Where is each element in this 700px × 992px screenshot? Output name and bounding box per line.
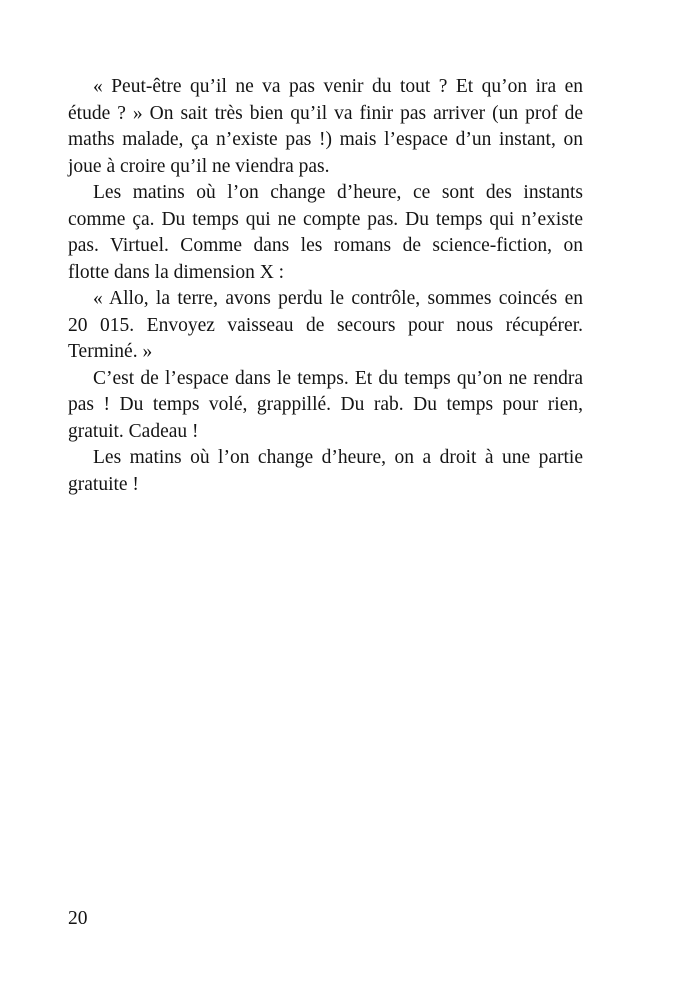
text-line: étude ? » On sait très bien qu’il va finir pas arriver (un prof de xyxy=(68,102,583,124)
text-line: 20 015. Envoyez vaisseau de secours pour nous récupérer. xyxy=(68,314,583,336)
page-number: 20 xyxy=(68,908,88,929)
paragraph-1 xyxy=(68,74,583,180)
paragraph-5 xyxy=(68,445,583,498)
text-line: Terminé. » xyxy=(68,341,153,362)
text-line: pas ! Du temps volé, grappillé. Du rab. Du temps pour rien, xyxy=(68,394,583,415)
paragraph-3 xyxy=(68,286,583,366)
text-line: C’est de l’espace dans le temps. Et du temps qu’on ne rendra xyxy=(93,367,583,389)
paragraph-4 xyxy=(68,366,583,446)
body-text xyxy=(68,74,583,498)
text-line: comme ça. Du temps qui ne compte pas. Du temps qui n’existe xyxy=(68,208,583,230)
text-line: flotte dans la dimension X : xyxy=(68,261,285,283)
text-line: maths malade, ça n’existe pas !) mais l’espace d’un instant, on xyxy=(68,129,583,150)
text-line: « Allo, la terre, avons perdu le contrôle, sommes coincés en xyxy=(93,288,583,309)
paragraph-2 xyxy=(68,180,583,286)
text-line: gratuite ! xyxy=(68,473,139,495)
text-line: gratuit. Cadeau ! xyxy=(68,420,199,442)
text-line: Les matins où l’on change d’heure, on a droit à une partie xyxy=(93,447,583,468)
text-line: pas. Virtuel. Comme dans les romans de science-fiction, on xyxy=(68,235,583,256)
text-line: joue à croire qu’il ne viendra pas. xyxy=(68,155,330,177)
text-line: Les matins où l’on change d’heure, ce sont des instants xyxy=(93,182,583,203)
text-line: « Peut-être qu’il ne va pas venir du tout ? Et qu’on ira en xyxy=(93,76,583,97)
